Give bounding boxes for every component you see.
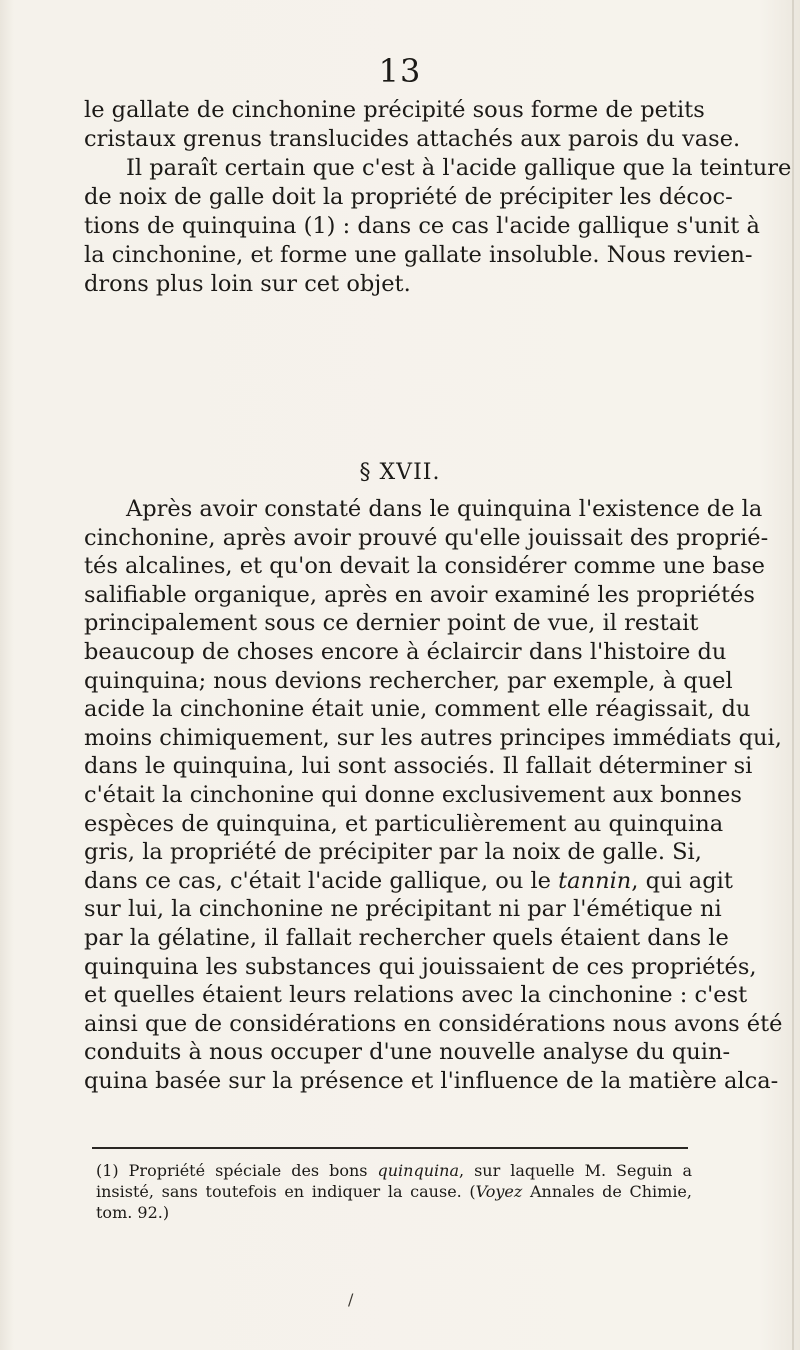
text-segment: Annales de Chimie, (522, 1182, 692, 1201)
paragraph-main (84, 495, 783, 1095)
footnote-line (96, 1181, 692, 1202)
text-line: c'était la cinchonine qui donne exclusivement aux bonnes (84, 781, 742, 808)
text-line: quinquina les substances qui jouissaient de ces propriétés, (84, 953, 757, 980)
text-line: salifiable organique, après en avoir examiné les propriétés (84, 581, 755, 608)
text-line: gris, la propriété de précipiter par la noix de galle. Si, (84, 839, 702, 866)
text-segment: , sur laquelle M. Seguin a (458, 1161, 692, 1180)
section-heading: § XVII. (359, 460, 441, 485)
text-line: la cinchonine, et forme une gallate insoluble. Nous revien- (84, 242, 753, 268)
text-line: cinchonine, après avoir prouvé qu'elle jouissait des proprié- (84, 524, 769, 551)
text-line: espèces de quinquina, et particulièrement au quinquina (84, 810, 724, 837)
text-line: cristaux grenus translucides attachés aux parois du vase. (84, 126, 741, 152)
text-line: de noix de galle doit la propriété de précipiter les décoc- (84, 184, 733, 210)
text-line: tés alcalines, et qu'on devait la considérer comme une base (84, 553, 765, 580)
text-line-mixed (84, 867, 733, 896)
page-number: 13 (378, 52, 422, 90)
text-line: quina basée sur la présence et l'influence de la matière alca- (84, 1067, 779, 1094)
text-line: beaucoup de choses encore à éclaircir dans l'histoire du (84, 638, 727, 665)
text-line: Après avoir constaté dans le quinquina l'existence de la (126, 496, 763, 522)
text-line: moins chimiquement, sur les autres principes immédiats qui, (84, 724, 782, 751)
footnote-line (96, 1160, 692, 1181)
footnote (96, 1160, 692, 1223)
text-line: Il paraît certain que c'est à l'acide gallique que la teinture (126, 155, 792, 181)
text-line: conduits à nous occuper d'une nouvelle analyse du quin- (84, 1039, 731, 1066)
italic-term: quinquina (377, 1161, 459, 1180)
footnote-line: tom. 92.) (96, 1203, 170, 1222)
text-line: le gallate de cinchonine précipité sous forme de petits (84, 97, 705, 123)
text-line: quinquina; nous devions rechercher, par exemple, à quel (84, 667, 733, 694)
paragraph-continuation (84, 96, 792, 299)
text-segment: , qui agit (631, 867, 733, 894)
text-line: dans le quinquina, lui sont associés. Il fallait déterminer si (84, 753, 753, 780)
footnote-rule (92, 1147, 688, 1149)
text-line: par la gélatine, il fallait rechercher quels étaient dans le (84, 924, 729, 951)
text-line: drons plus loin sur cet objet. (84, 271, 411, 297)
text-segment: dans ce cas, c'était l'acide gallique, ou le (84, 867, 551, 894)
italic-term: tannin (558, 867, 632, 894)
text-line: principalement sous ce dernier point de vue, il restait (84, 610, 699, 637)
italic-term: Voyez (475, 1182, 523, 1201)
text-line: ainsi que de considérations en considérations nous avons été (84, 1010, 783, 1037)
text-line: sur lui, la cinchonine ne précipitant ni par l'émétique ni (84, 896, 722, 923)
text-line: et quelles étaient leurs relations avec la cinchonine : c'est (84, 982, 748, 1009)
text-segment: (1) Propriété spéciale des bons (96, 1161, 378, 1180)
text-line: tions de quinquina (1) : dans ce cas l'acide gallique s'unit à (84, 213, 760, 239)
text-segment: insisté, sans toutefois en indiquer la cause. ( (96, 1182, 476, 1201)
text-line: acide la cinchonine était unie, comment elle réagissait, du (84, 696, 751, 723)
ink-mark: / (348, 1290, 354, 1309)
page-edge (792, 0, 794, 1350)
